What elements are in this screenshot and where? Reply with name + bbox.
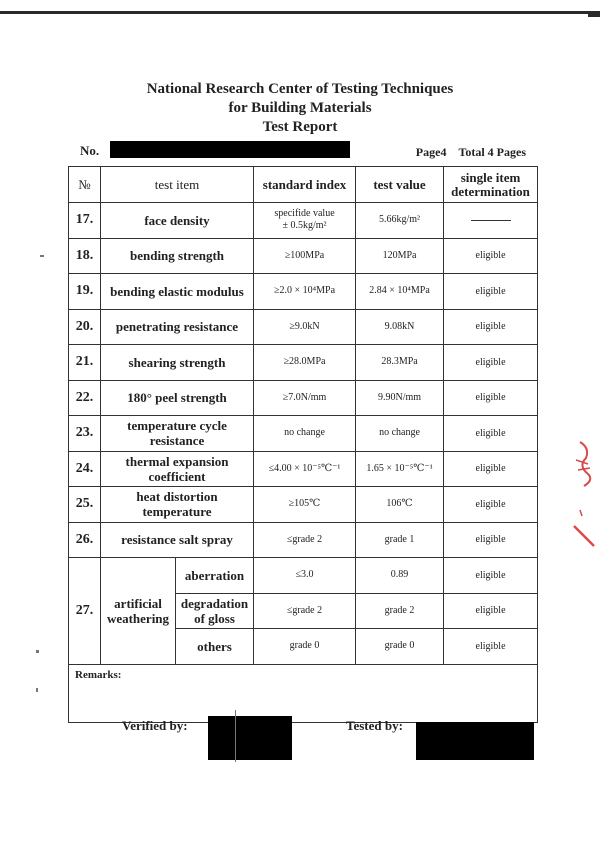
row-test-item: face density [101,203,254,239]
remarks-row [69,664,538,722]
row-test-value: 28.3MPa [356,345,444,381]
row-index: 24. [69,451,101,487]
header-index: № [69,167,101,203]
test-results-table [68,166,538,723]
row-standard-index: ≥9.0kN [254,309,356,345]
row-test-value: grade 1 [356,522,444,558]
row-standard-index: ≤4.00 × 10⁻⁵℃⁻¹ [254,451,356,487]
row-index: 25. [69,487,101,523]
row-determination: eligible [444,345,538,381]
row-standard-index: ≥2.0 × 10⁴MPa [254,274,356,310]
header-test-value: test value [356,167,444,203]
row-determination: eligible [444,487,538,523]
table-row [69,416,538,452]
row-test-value: 106℃ [356,487,444,523]
row-determination: eligible [444,380,538,416]
header-line-2: for Building Materials [228,100,372,116]
scan-line [235,710,236,762]
row-test-item: resistance salt spray [101,522,254,558]
row-test-item: shearing strength [101,345,254,381]
table-row [69,380,538,416]
row-standard-index: ≤grade 2 [254,593,356,629]
row-test-value: grade 0 [356,629,444,665]
table-row [69,345,538,381]
row-determination: eligible [444,238,538,274]
row-standard-index: grade 0 [254,629,356,665]
tested-by-label: Tested by: [346,718,403,733]
row-test-item: bending strength [101,238,254,274]
row-test-item: bending elastic modulus [101,274,254,310]
row-standard-index: ≥105℃ [254,487,356,523]
table-row [69,309,538,345]
row-determination: eligible [444,522,538,558]
row-test-value: 9.90N/mm [356,380,444,416]
table-row [69,487,538,523]
table-row [69,274,538,310]
row-test-value: grade 2 [356,593,444,629]
header-determination: single item determination [444,167,538,203]
red-stamp-mark [568,440,598,550]
row-determination: eligible [444,593,538,629]
report-header [0,80,600,137]
scan-edge [0,11,600,14]
row-test-item: temperature cycle resistance [101,416,254,452]
dash-mark [471,220,511,221]
header-line-1: National Research Center of Testing Techniques [146,81,454,97]
row-test-item: artificial weathering [101,558,176,665]
report-meta [80,141,530,163]
row-standard-index: ≤3.0 [254,558,356,594]
standard-line-1: specifide value [274,208,335,220]
row-index: 27. [69,558,101,665]
report-number-redacted [110,141,350,158]
row-standard-index: no change [254,416,356,452]
row-test-value: no change [356,416,444,452]
table-row [69,238,538,274]
row-index: 20. [69,309,101,345]
row-test-item: heat distortion temperature [101,487,254,523]
page-number: Page4 [415,145,447,159]
row-test-value: 2.84 × 10⁴MPa [356,274,444,310]
remarks: Remarks: [69,664,538,722]
table-row [69,451,538,487]
page-info [416,145,526,160]
row-standard-index: ≤grade 2 [254,522,356,558]
row-test-value: 9.08kN [356,309,444,345]
row-index: 23. [69,416,101,452]
header-standard-index: standard index [254,167,356,203]
row-determination: eligible [444,629,538,665]
verified-signature-redacted [208,716,292,760]
header-line-3: Test Report [262,119,338,135]
table-header-row [69,167,538,203]
row-standard-index: ≥100MPa [254,238,356,274]
row-determination: eligible [444,309,538,345]
row-index: 22. [69,380,101,416]
row-determination [444,203,538,239]
tested-signature-redacted [416,722,534,760]
row-test-value: 5.66kg/m² [356,203,444,239]
row-index: 26. [69,522,101,558]
report-number-label: No. [80,143,100,158]
row-determination: eligible [444,416,538,452]
row-index: 21. [69,345,101,381]
row-standard-index: ≥28.0MPa [254,345,356,381]
row-test-item: 180° peel strength [101,380,254,416]
row-test-item: thermal expansion coefficient [101,451,254,487]
scan-speck [40,255,44,257]
row-determination: eligible [444,558,538,594]
sub-item-name: others [176,629,254,665]
total-pages: Total 4 Pages [458,145,526,159]
row-determination: eligible [444,451,538,487]
row-index: 18. [69,238,101,274]
row-standard-index: ≥7.0N/mm [254,380,356,416]
standard-line-2: ± 0.5kg/m² [282,220,327,232]
table-row [69,558,538,594]
row-test-value: 120MPa [356,238,444,274]
scan-speck [36,650,39,653]
scan-speck [36,688,38,692]
sub-item-name: degradation of gloss [176,593,254,629]
table-row [69,203,538,239]
header-test-item: test item [101,167,254,203]
row-index: 19. [69,274,101,310]
row-test-item: penetrating resistance [101,309,254,345]
row-test-value: 0.89 [356,558,444,594]
table-row [69,522,538,558]
verified-by-label: Verified by: [122,718,188,733]
row-determination: eligible [444,274,538,310]
row-test-value: 1.65 × 10⁻⁵℃⁻¹ [356,451,444,487]
row-index: 17. [69,203,101,239]
row-standard-index [254,203,356,239]
sub-item-name: aberration [176,558,254,594]
